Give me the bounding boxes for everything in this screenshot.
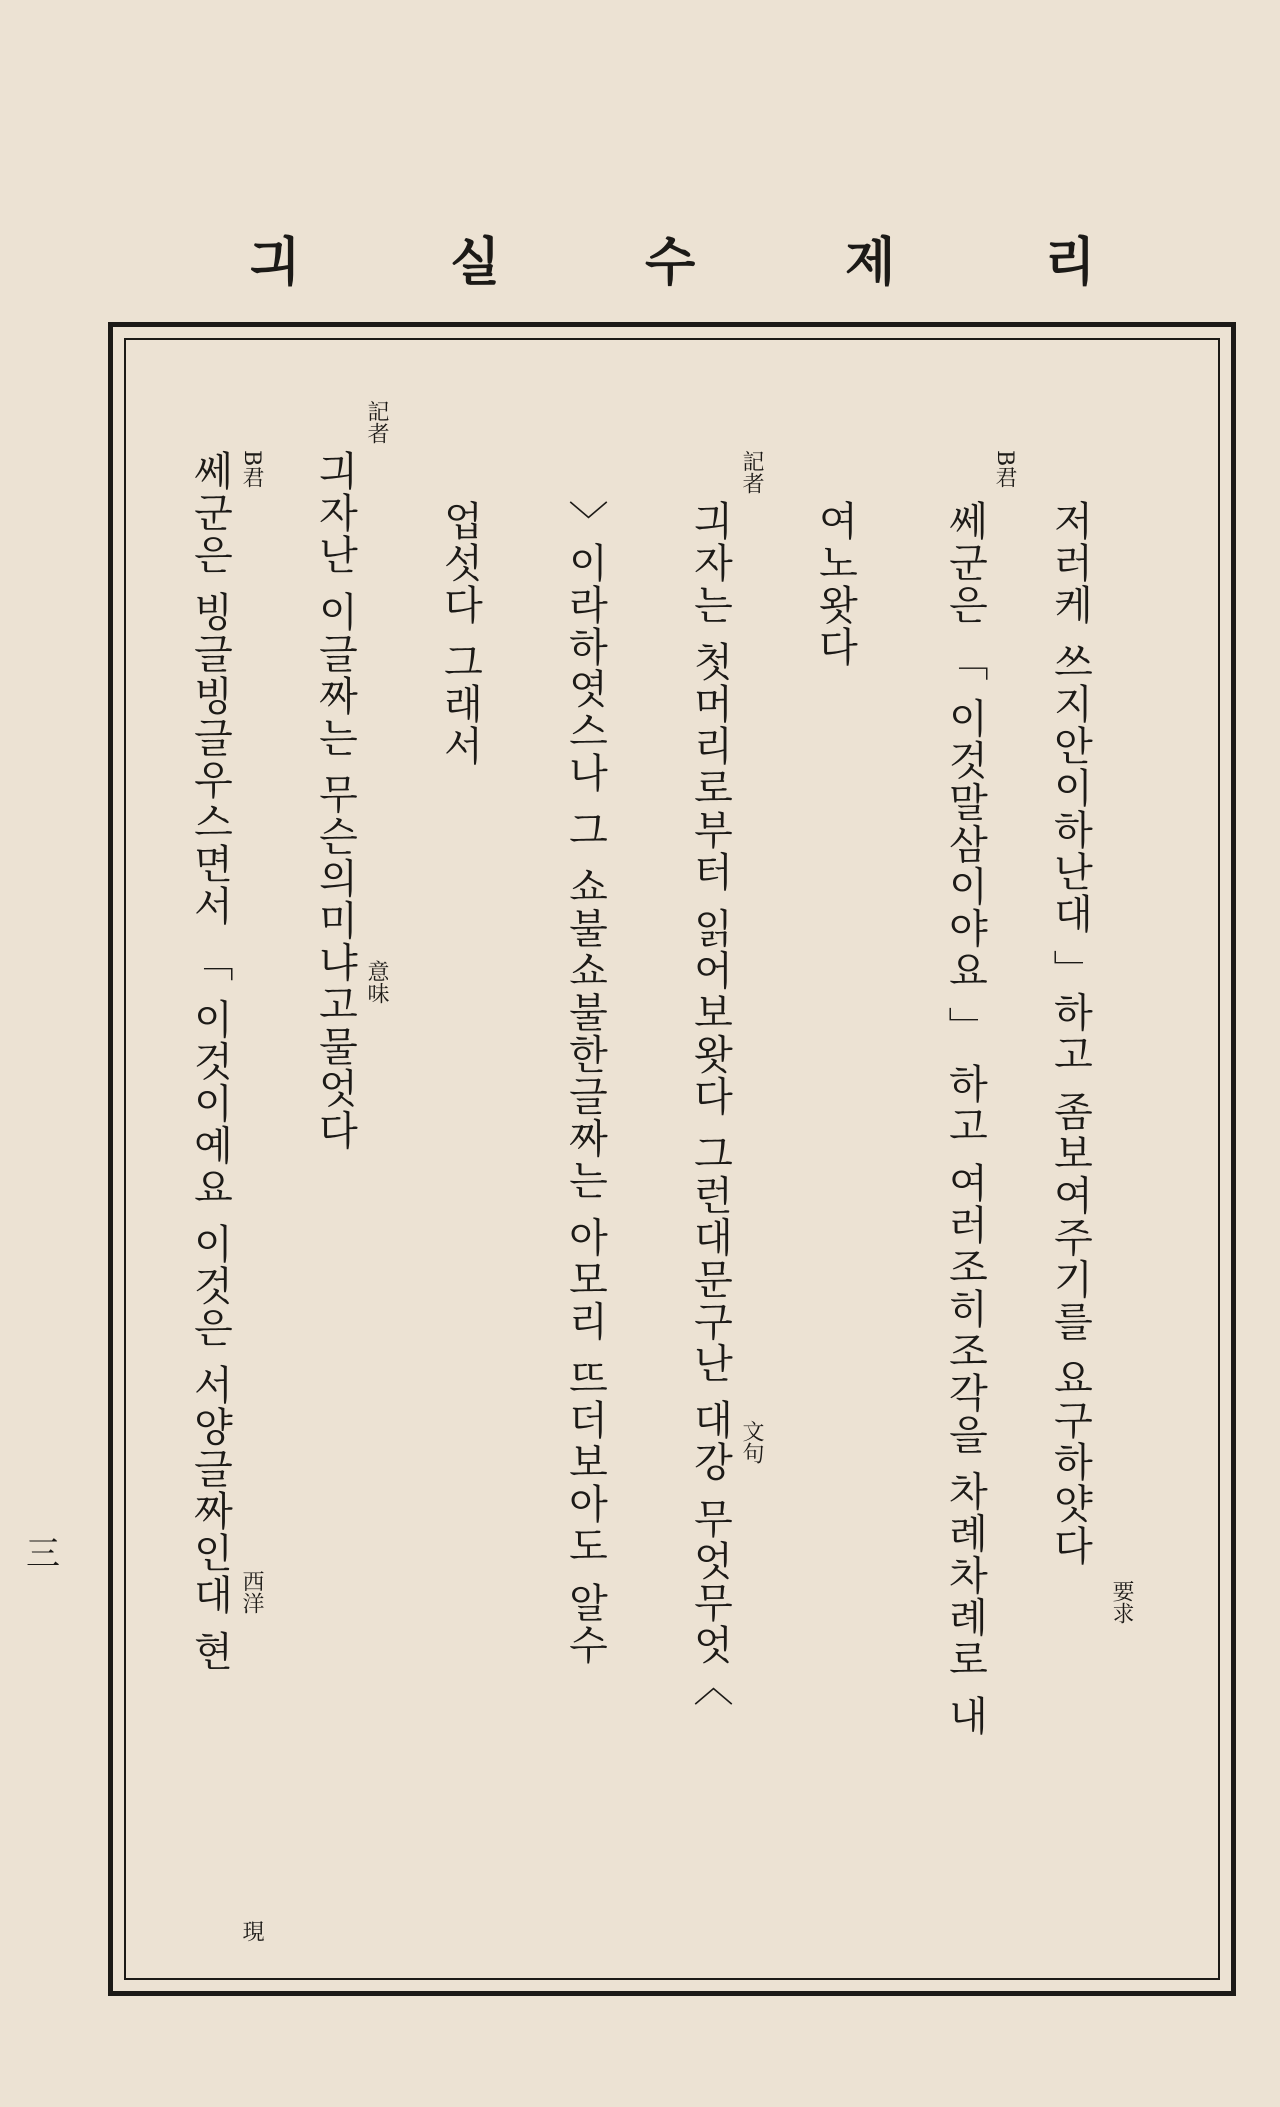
text-column-5: 〉이라하엿스나 그 쇼불쇼불한글짜는 아모리 뜨더보아도 알수 (562, 500, 608, 1666)
ruby-gloss: 文句 (739, 1420, 764, 1464)
running-head (200, 220, 1100, 300)
running-head-char: 제 (845, 233, 896, 293)
text-column-7: 긔자난 이글짜는 무슨의미냐고물엇다 (312, 450, 358, 1152)
text-column-3: 여노왓다 (812, 500, 858, 668)
running-head-char: 긔 (250, 233, 301, 293)
ruby-gloss: 意味 (364, 960, 389, 1004)
text-column-2: 쎄군은 「 이것말삼이야요 」 하고 여러조히조각을 차례차례로 내 (942, 500, 988, 1738)
ruby-gloss: 記者 (364, 400, 389, 444)
text-column-1: 저러케 쓰지안이하난대 」하고 좀보여주기를 요구하얏다 (1047, 500, 1093, 1567)
text-column-6: 업섯다 그래서 (437, 500, 483, 767)
ruby-gloss: 要求 (1109, 1580, 1134, 1624)
ruby-gloss: 西洋 (239, 1570, 264, 1614)
ruby-gloss: B君 (239, 450, 264, 489)
running-head-char: 실 (450, 233, 501, 293)
ruby-gloss: 現 (239, 1920, 264, 1942)
ruby-gloss: B君 (992, 450, 1017, 489)
text-column-4: 긔자는 첫머리로부터 읽어보왓다 그런대문구난 대강 무엇무엇〈 (687, 500, 733, 1708)
page-number: 三 (26, 1534, 60, 1574)
text-column-8: 쎄군은 빙글빙글우스면서 「 이것이예요 이것은 서양글짜인대 현 (187, 450, 233, 1673)
ruby-gloss: 記者 (739, 450, 764, 494)
running-head-char: 리 (1045, 233, 1096, 293)
running-head-char: 수 (645, 233, 696, 293)
